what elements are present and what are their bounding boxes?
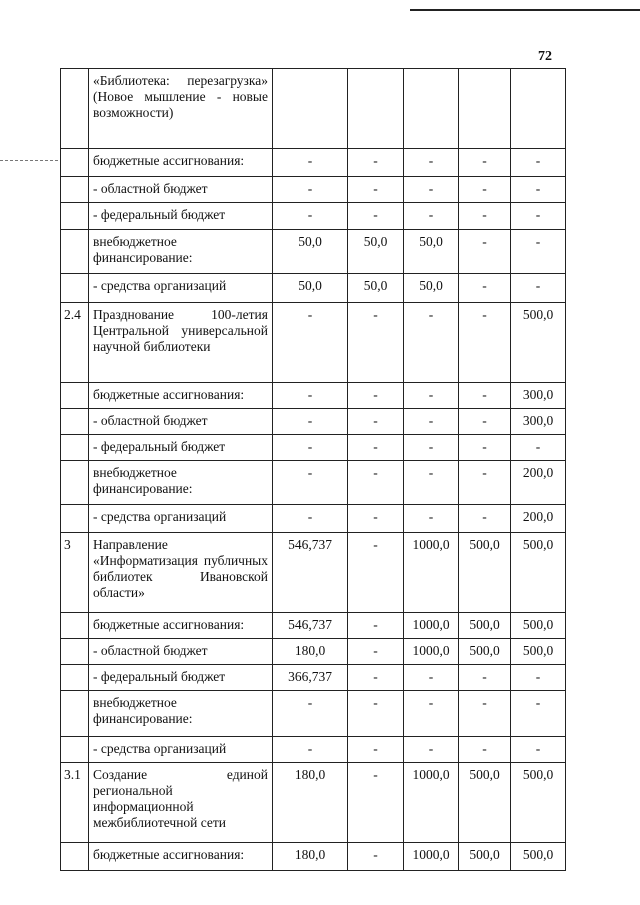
value-cell: - — [348, 303, 404, 383]
value-cell: 300,0 — [511, 383, 566, 409]
value-cell: 546,737 — [273, 533, 348, 613]
value-cell: - — [348, 149, 404, 177]
row-number — [61, 203, 89, 230]
value-cell: - — [511, 274, 566, 303]
row-label: - областной бюджет — [89, 639, 273, 665]
value-cell: 1000,0 — [404, 763, 459, 843]
value-cell: - — [511, 203, 566, 230]
table-row — [61, 177, 566, 203]
value-cell: 1000,0 — [404, 639, 459, 665]
value-cell: 500,0 — [511, 613, 566, 639]
table-row — [61, 230, 566, 274]
value-cell: - — [273, 409, 348, 435]
row-label: - федеральный бюджет — [89, 665, 273, 691]
row-number — [61, 665, 89, 691]
value-cell: - — [273, 203, 348, 230]
value-cell: - — [459, 435, 511, 461]
value-cell: - — [404, 737, 459, 763]
value-cell: - — [404, 665, 459, 691]
table-row — [61, 737, 566, 763]
table-row — [61, 409, 566, 435]
value-cell: - — [348, 613, 404, 639]
value-cell: 50,0 — [273, 230, 348, 274]
scan-margin-mark — [0, 160, 58, 161]
value-cell: 500,0 — [511, 639, 566, 665]
value-cell: - — [273, 737, 348, 763]
row-label: - федеральный бюджет — [89, 435, 273, 461]
row-label: - средства организаций — [89, 737, 273, 763]
value-cell: 500,0 — [459, 533, 511, 613]
value-cell: - — [459, 737, 511, 763]
table-row — [61, 763, 566, 843]
value-cell: - — [273, 461, 348, 505]
value-cell: - — [348, 639, 404, 665]
row-number — [61, 461, 89, 505]
value-cell: 500,0 — [459, 763, 511, 843]
value-cell: - — [459, 230, 511, 274]
row-number: 3.1 — [61, 763, 89, 843]
value-cell: - — [348, 737, 404, 763]
value-cell: - — [404, 435, 459, 461]
row-label: - средства организаций — [89, 274, 273, 303]
value-cell: 50,0 — [273, 274, 348, 303]
value-cell: 500,0 — [511, 533, 566, 613]
value-cell: - — [459, 149, 511, 177]
table-row — [61, 303, 566, 383]
table-row — [61, 69, 566, 149]
value-cell: 500,0 — [459, 613, 511, 639]
row-number — [61, 383, 89, 409]
row-number — [61, 639, 89, 665]
value-cell: - — [404, 177, 459, 203]
value-cell: - — [459, 461, 511, 505]
value-cell: - — [348, 533, 404, 613]
value-cell: - — [511, 737, 566, 763]
value-cell: - — [273, 149, 348, 177]
value-cell: - — [511, 691, 566, 737]
value-cell: - — [511, 435, 566, 461]
row-label: бюджетные ассигнования: — [89, 613, 273, 639]
value-cell: 50,0 — [348, 230, 404, 274]
value-cell: 546,737 — [273, 613, 348, 639]
table-row — [61, 665, 566, 691]
value-cell: - — [273, 177, 348, 203]
row-label: - федеральный бюджет — [89, 203, 273, 230]
row-label: бюджетные ассигнования: — [89, 843, 273, 871]
row-label: бюджетные ассигнования: — [89, 383, 273, 409]
table-row — [61, 461, 566, 505]
value-cell: 1000,0 — [404, 843, 459, 871]
value-cell: 1000,0 — [404, 613, 459, 639]
value-cell: - — [459, 303, 511, 383]
value-cell: - — [273, 303, 348, 383]
row-label: «Библиотека: перезагрузка» (Новое мышление - новые возможности) — [89, 69, 273, 149]
value-cell: - — [348, 843, 404, 871]
value-cell: - — [459, 505, 511, 533]
value-cell: 366,737 — [273, 665, 348, 691]
value-cell: - — [511, 149, 566, 177]
row-number — [61, 274, 89, 303]
value-cell: - — [511, 665, 566, 691]
value-cell: 200,0 — [511, 505, 566, 533]
value-cell: 500,0 — [459, 639, 511, 665]
row-number — [61, 149, 89, 177]
value-cell: - — [404, 303, 459, 383]
row-number — [61, 435, 89, 461]
value-cell: - — [348, 763, 404, 843]
value-cell: 50,0 — [404, 274, 459, 303]
row-label: - средства организаций — [89, 505, 273, 533]
table-row — [61, 613, 566, 639]
row-number — [61, 505, 89, 533]
value-cell: 180,0 — [273, 843, 348, 871]
value-cell: 300,0 — [511, 409, 566, 435]
value-cell: - — [348, 461, 404, 505]
value-cell — [459, 69, 511, 149]
value-cell — [404, 69, 459, 149]
value-cell: - — [404, 691, 459, 737]
budget-table — [60, 68, 566, 871]
value-cell: - — [459, 177, 511, 203]
value-cell: - — [459, 691, 511, 737]
row-label: - областной бюджет — [89, 177, 273, 203]
row-number: 3 — [61, 533, 89, 613]
value-cell: 50,0 — [404, 230, 459, 274]
row-label: внебюджетное финансирование: — [89, 230, 273, 274]
value-cell: - — [348, 505, 404, 533]
value-cell: - — [404, 203, 459, 230]
table-row — [61, 383, 566, 409]
value-cell: - — [404, 149, 459, 177]
value-cell: - — [459, 383, 511, 409]
table-row — [61, 533, 566, 613]
table-row — [61, 843, 566, 871]
value-cell: - — [348, 203, 404, 230]
row-number — [61, 230, 89, 274]
row-label: внебюджетное финансирование: — [89, 691, 273, 737]
row-label: внебюджетное финансирование: — [89, 461, 273, 505]
value-cell — [273, 69, 348, 149]
table-row — [61, 639, 566, 665]
value-cell: - — [459, 203, 511, 230]
value-cell: - — [273, 435, 348, 461]
row-label: Создание единой региональной информационной межбиблиотечной сети — [89, 763, 273, 843]
row-number — [61, 843, 89, 871]
value-cell: - — [404, 505, 459, 533]
value-cell: - — [348, 665, 404, 691]
value-cell: - — [348, 691, 404, 737]
row-label: Празднование 100-летия Центральной универсальной научной библиотеки — [89, 303, 273, 383]
value-cell: 500,0 — [511, 303, 566, 383]
row-number — [61, 69, 89, 149]
row-number — [61, 691, 89, 737]
value-cell: - — [348, 383, 404, 409]
value-cell: - — [459, 665, 511, 691]
table-row — [61, 505, 566, 533]
table-row — [61, 435, 566, 461]
value-cell: 500,0 — [511, 843, 566, 871]
value-cell: 180,0 — [273, 763, 348, 843]
value-cell — [348, 69, 404, 149]
table-row — [61, 691, 566, 737]
table-row — [61, 274, 566, 303]
value-cell: - — [459, 274, 511, 303]
value-cell — [511, 69, 566, 149]
row-number: 2.4 — [61, 303, 89, 383]
table-row — [61, 149, 566, 177]
value-cell: - — [459, 409, 511, 435]
value-cell: 200,0 — [511, 461, 566, 505]
value-cell: 50,0 — [348, 274, 404, 303]
value-cell: - — [273, 505, 348, 533]
value-cell: - — [511, 230, 566, 274]
row-number — [61, 177, 89, 203]
row-label: - областной бюджет — [89, 409, 273, 435]
page-number: 72 — [538, 49, 552, 64]
value-cell: - — [273, 691, 348, 737]
header-rule — [410, 9, 640, 11]
value-cell: 180,0 — [273, 639, 348, 665]
value-cell: - — [404, 409, 459, 435]
value-cell: 1000,0 — [404, 533, 459, 613]
row-number — [61, 613, 89, 639]
row-label: бюджетные ассигнования: — [89, 149, 273, 177]
row-label: Направление «Информатизация публичных библиотек Ивановской области» — [89, 533, 273, 613]
value-cell: - — [348, 435, 404, 461]
value-cell: - — [404, 383, 459, 409]
value-cell: 500,0 — [459, 843, 511, 871]
value-cell: - — [511, 177, 566, 203]
value-cell: - — [404, 461, 459, 505]
value-cell: - — [348, 177, 404, 203]
value-cell: - — [273, 383, 348, 409]
table-row — [61, 203, 566, 230]
value-cell: - — [348, 409, 404, 435]
row-number — [61, 737, 89, 763]
value-cell: 500,0 — [511, 763, 566, 843]
row-number — [61, 409, 89, 435]
